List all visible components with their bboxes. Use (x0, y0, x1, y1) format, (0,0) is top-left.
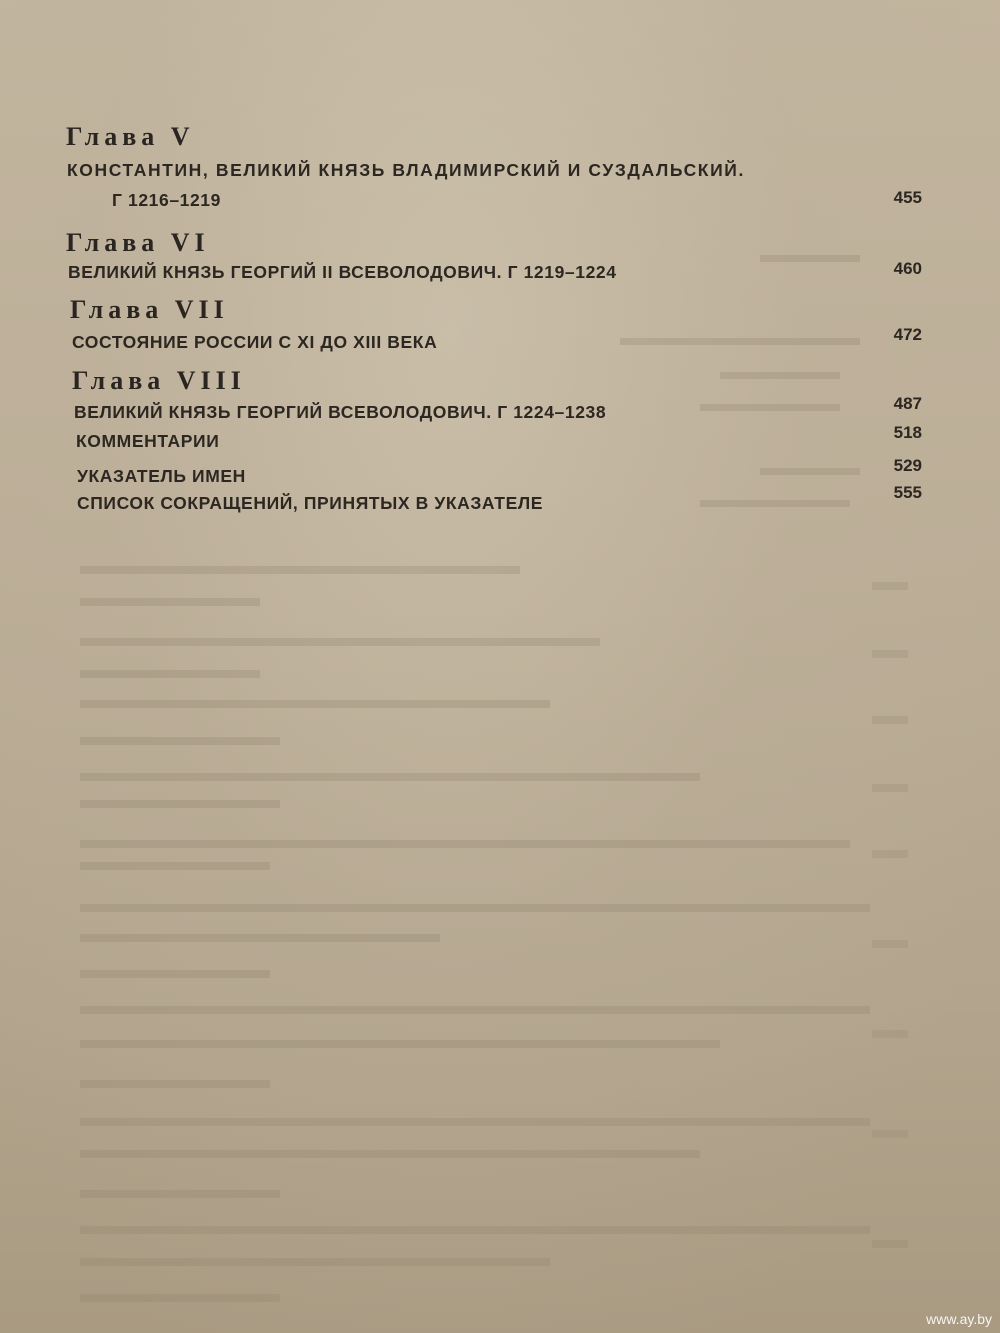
abbreviations-title: СПИСОК СОКРАЩЕНИЙ, ПРИНЯТЫХ В УКАЗАТЕЛЕ (77, 493, 543, 513)
name-index-page: 529 (893, 456, 922, 475)
chapter-heading-8: Глава VIII (72, 366, 246, 395)
site-watermark: www.ay.by (926, 1311, 992, 1327)
chapter-heading-6: Глава VI (66, 228, 210, 257)
chapter-title-5-line2: Г 1216–1219 (112, 190, 221, 210)
chapter-title-5-line1: КОНСТАНТИН, ВЕЛИКИЙ КНЯЗЬ ВЛАДИМИРСКИЙ И СУЗДАЛЬСКИЙ. (67, 160, 745, 180)
chapter-title-7: СОСТОЯНИЕ РОССИИ С XI ДО XIII ВЕКА (72, 332, 438, 352)
chapter-page-8: 487 (893, 394, 922, 413)
chapter-title-8: ВЕЛИКИЙ КНЯЗЬ ГЕОРГИЙ ВСЕВОЛОДОВИЧ. Г 1224–1238 (74, 402, 607, 422)
chapter-page-5: 455 (893, 188, 922, 207)
chapter-title-6: ВЕЛИКИЙ КНЯЗЬ ГЕОРГИЙ II ВСЕВОЛОДОВИЧ. Г 1219–1224 (68, 262, 617, 282)
chapter-page-7: 472 (893, 325, 922, 344)
chapter-heading-7: Глава VII (70, 295, 229, 324)
abbreviations-page: 555 (893, 483, 922, 502)
chapter-heading-5: Глава V (66, 122, 195, 151)
chapter-page-6: 460 (893, 259, 922, 278)
comments-title: КОММЕНТАРИИ (76, 431, 220, 451)
name-index-title: УКАЗАТЕЛЬ ИМЕН (77, 466, 246, 486)
comments-page: 518 (893, 423, 922, 442)
